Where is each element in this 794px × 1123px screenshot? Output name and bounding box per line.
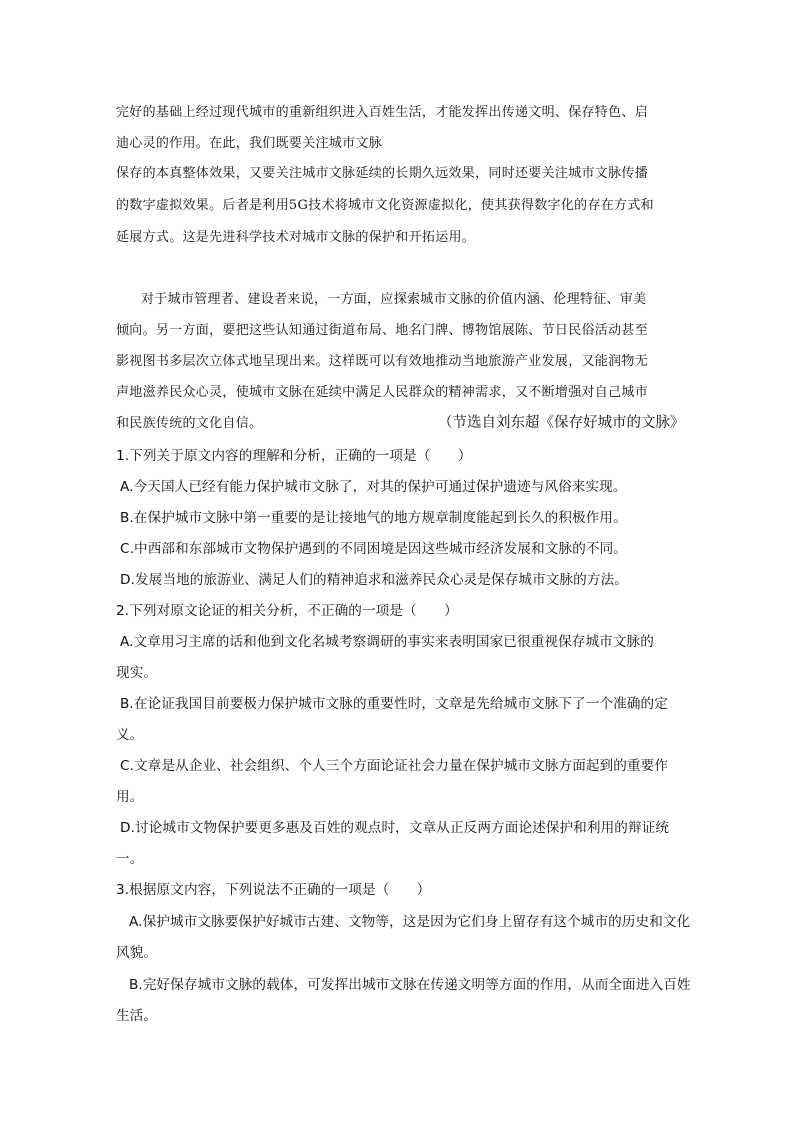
passage-line: 完好的基础上经过现代城市的重新组织进入百姓生活，才能发挥出传递文明、保存特色、启 (116, 105, 649, 120)
option-b: B.在论证我国目前要极力保护城市文脉的重要性时，文章是先给城市文脉下了一个准确的定 (120, 696, 668, 712)
passage-line: 和民族传统的文化自信。 (116, 416, 263, 431)
option-a-continued: 现实。 (116, 665, 158, 681)
passage-line: 倾向。另一方面，要把这些认知通过街道布局、地名门牌、博物馆展陈、节日民俗活动甚至 (116, 323, 649, 338)
passage-line: 保存的本真整体效果，又要关注城市文脉延续的长期久远效果，同时还要关注城市文脉传播 (116, 166, 649, 181)
option-b-continued: 义。 (116, 727, 144, 743)
option-c-continued: 用。 (116, 789, 144, 805)
passage-line: 对于城市管理者、建设者来说，一方面，应探索城市文脉的价值内涵、伦理特征、审美 (141, 292, 647, 307)
option-d: D.发展当地的旅游业、满足人们的精神追求和滋养民众心灵是保存城市文脉的方法。 (120, 572, 628, 588)
question-stem: 2.下列对原文论证的相关分析，不正确的一项是（ ） (116, 603, 458, 619)
passage-line: 影视图书多层次立体式地呈现出来。这样既可以有效地推动当地旅游产业发展，又能润物无 (116, 354, 649, 369)
passage-line: 声地滋养民众心灵，使城市文脉在延续中满足人民群众的精神需求，又不断增强对自己城市 (116, 385, 649, 400)
option-b-continued: 生活。 (116, 1008, 158, 1024)
question-stem: 1.下列关于原文内容的理解和分析，正确的一项是（ ） (116, 448, 472, 464)
option-a: A.文章用习主席的话和他到文化名城考察调研的事实来表明国家已很重视保存城市文脉的 (120, 634, 654, 650)
option-b: B.在保护城市文脉中第一重要的是让接地气的地方规章制度能起到长久的积极作用。 (120, 510, 627, 526)
source-citation: （节选自刘东超《保存好城市的文脉》 (438, 415, 685, 431)
option-d: D.讨论城市文物保护要更多惠及百姓的观点时，文章从正反两方面论述保护和利用的辩证统 (120, 820, 670, 836)
option-d-continued: 一。 (116, 851, 144, 867)
option-c: C.中西部和东部城市文物保护遇到的不同困境是因这些城市经济发展和文脉的不同。 (120, 541, 627, 557)
passage-line: 迪心灵的作用。在此，我们既要关注城市文脉 (116, 136, 383, 151)
option-a: A.今天国人已经有能力保护城市文脉了，对其的保护可通过保护遗迹与风俗来实现。 (120, 479, 627, 495)
option-a: A.保护城市文脉要保护好城市古建、文物等，这是因为它们身上留存有这个城市的历史和文化 (129, 914, 691, 930)
question-stem: 3.根据原文内容，下列说法不正确的一项是（ ） (116, 882, 431, 898)
passage-line: 的数字虚拟效果。后者是利用5G技术将城市文化资源虚拟化，使其获得数字化的存在方式和 (116, 198, 654, 213)
option-c: C.文章是从企业、社会组织、个人三个方面论证社会力量在保护城市文脉方面起到的重要作 (120, 758, 669, 774)
option-b: B.完好保存城市文脉的载体，可发挥出城市文脉在传递文明等方面的作用，从而全面进入百姓 (129, 977, 691, 993)
passage-line: 延展方式。这是先进科学技术对城市文脉的保护和开拓运用。 (116, 230, 476, 245)
option-a-continued: 风貌。 (116, 945, 158, 961)
